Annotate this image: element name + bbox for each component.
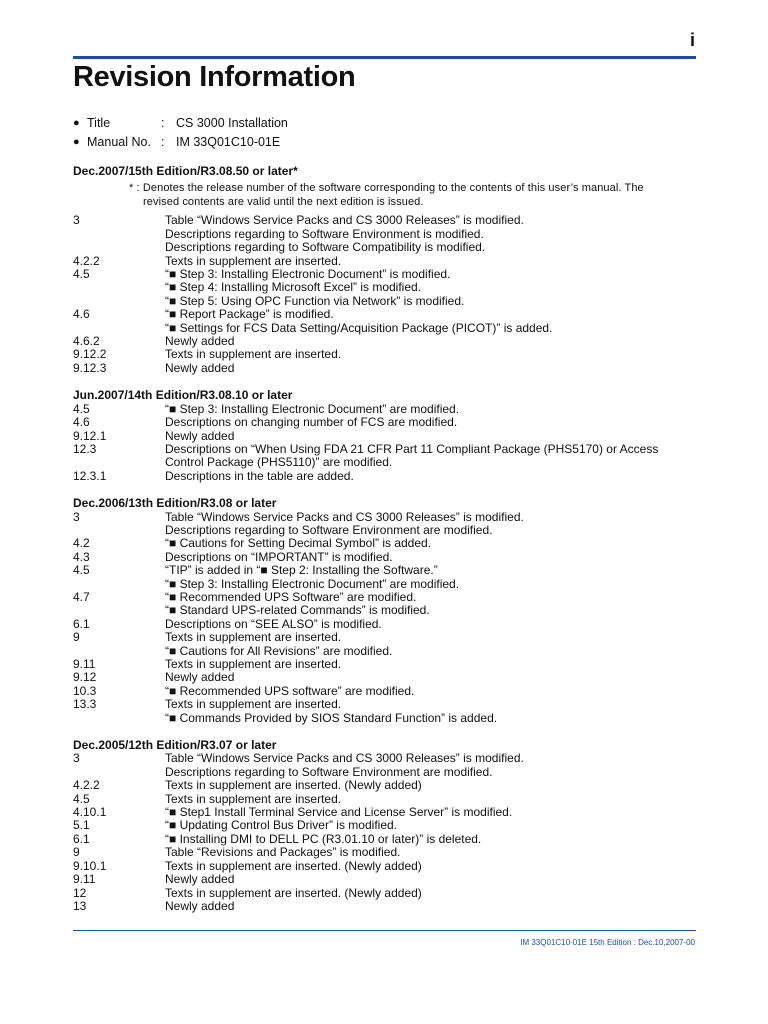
revision-description: “TIP” is added in “■ Step 2: Installing the Software.” bbox=[165, 563, 438, 578]
revision-description: Table “Windows Service Packs and CS 3000 Releases” is modified. bbox=[165, 213, 524, 228]
section-number: 3 bbox=[73, 509, 80, 524]
revision-row bbox=[73, 362, 696, 375]
section-number: 4.6 bbox=[73, 307, 90, 322]
revision-description: “■ Step 4: Installing Microsoft Excel” is modified. bbox=[165, 280, 422, 295]
section-number: 9.12.1 bbox=[73, 428, 107, 443]
footnote-line: * : Denotes the release number of the software corresponding to the contents of this user’s manual. The bbox=[129, 182, 644, 195]
revision-row bbox=[73, 833, 696, 846]
section-number: 4.7 bbox=[73, 589, 90, 604]
revision-row bbox=[73, 819, 696, 832]
revision-row bbox=[73, 551, 696, 564]
section-number: 3 bbox=[73, 751, 80, 766]
section-number bbox=[73, 712, 165, 725]
revision-description: Descriptions regarding to Software Compatibility is modified. bbox=[165, 240, 486, 255]
section-number: 12.3.1 bbox=[73, 468, 107, 483]
revision-description: “■ Report Package” is modified. bbox=[165, 307, 334, 322]
revision-description: Texts in supplement are inserted. bbox=[165, 253, 342, 268]
revision-row bbox=[73, 228, 696, 241]
revision-description: Descriptions regarding to Software Environment are modified. bbox=[165, 764, 493, 779]
meta-value: IM 33Q01C10-01E bbox=[176, 135, 281, 150]
revision-description: Texts in supplement are inserted. bbox=[165, 697, 342, 712]
section-number: 9.12 bbox=[73, 670, 97, 685]
revision-row bbox=[73, 241, 696, 254]
revision-row bbox=[73, 348, 696, 361]
revision-row bbox=[73, 308, 696, 321]
revision-description: Newly added bbox=[165, 428, 235, 443]
section-number bbox=[73, 228, 165, 241]
section-number bbox=[73, 578, 165, 591]
section-number: 3 bbox=[73, 213, 80, 228]
section-number: 9.11 bbox=[73, 872, 96, 887]
revision-description: Texts in supplement are inserted. bbox=[165, 347, 342, 362]
revision-row bbox=[73, 685, 696, 698]
page-title: Revision Information bbox=[73, 61, 356, 93]
revision-description: “■ Updating Control Bus Driver” is modified. bbox=[165, 818, 397, 833]
revision-row bbox=[73, 470, 696, 483]
revision-row bbox=[73, 712, 696, 725]
revision-description: Newly added bbox=[165, 334, 235, 349]
section-number: 4.2.2 bbox=[73, 253, 100, 268]
section-number bbox=[73, 281, 165, 294]
revision-description: Descriptions regarding to Software Environment is modified. bbox=[165, 226, 484, 241]
section-number: 10.3 bbox=[73, 683, 97, 698]
footer-text: IM 33Q01C10-01E 15th Edition : Dec.10,2007-00 bbox=[520, 938, 695, 947]
section-number bbox=[73, 295, 165, 308]
revision-row bbox=[73, 752, 696, 765]
revision-row bbox=[73, 268, 696, 281]
meta-colon: : bbox=[161, 115, 165, 130]
revision-section bbox=[73, 389, 696, 483]
section-title: Dec.2007/15th Edition/R3.08.50 or later* bbox=[73, 164, 298, 178]
revision-row bbox=[73, 591, 696, 604]
revision-description: “■ Standard UPS-related Commands” is modified. bbox=[165, 603, 430, 618]
section-number: 4.3 bbox=[73, 549, 90, 564]
section-number: 4.2.2 bbox=[73, 778, 100, 793]
meta-label: Manual No. bbox=[87, 135, 151, 150]
revision-description: “■ Step1 Install Terminal Service and License Server” is modified. bbox=[165, 805, 513, 820]
revision-row bbox=[73, 698, 696, 711]
section-number: 9.12.3 bbox=[73, 360, 107, 375]
revision-row bbox=[73, 604, 696, 617]
revision-row bbox=[73, 887, 696, 900]
section-number: 6.1 bbox=[73, 831, 90, 846]
revision-description: Newly added bbox=[165, 872, 235, 887]
revision-row bbox=[73, 214, 696, 227]
revision-row bbox=[73, 645, 696, 658]
section-number: 4.5 bbox=[73, 401, 90, 416]
revision-row bbox=[73, 631, 696, 644]
revision-row bbox=[73, 671, 696, 684]
revision-description: Newly added bbox=[165, 670, 235, 685]
section-number: 12.3 bbox=[73, 441, 97, 456]
revision-description: Table “Windows Service Packs and CS 3000 Releases” is modified. bbox=[165, 509, 524, 524]
revision-description: “■ Commands Provided by SIOS Standard Function” is added. bbox=[165, 710, 498, 725]
revision-row bbox=[73, 456, 696, 469]
section-number: 4.10.1 bbox=[73, 805, 107, 820]
revision-row bbox=[73, 806, 696, 819]
revision-row bbox=[73, 511, 696, 524]
revision-row bbox=[73, 537, 696, 550]
page-number: i bbox=[689, 30, 695, 50]
revision-description: Descriptions on changing number of FCS are modified. bbox=[165, 415, 458, 430]
revision-description: Texts in supplement are inserted. bbox=[165, 657, 342, 671]
revision-row bbox=[73, 430, 696, 443]
revision-description: Texts in supplement are inserted. (Newly added) bbox=[165, 858, 422, 873]
section-number bbox=[73, 456, 165, 469]
section-number: 12 bbox=[73, 885, 87, 900]
revision-description: “■ Settings for FCS Data Setting/Acquisition Package (PICOT)” is added. bbox=[165, 320, 553, 335]
revision-description: Control Package (PHS5110)” are modified. bbox=[165, 455, 393, 470]
section-number bbox=[73, 604, 165, 617]
revision-row bbox=[73, 335, 696, 348]
revision-list bbox=[73, 165, 696, 927]
revision-description: Table “Revisions and Packages” is modified. bbox=[165, 845, 401, 860]
revision-description: Descriptions on “When Using FDA 21 CFR Part 11 Compliant Package (PHS5170) or Access bbox=[165, 441, 659, 456]
section-number: 4.6 bbox=[73, 415, 90, 430]
revision-row bbox=[73, 618, 696, 631]
revision-description: “■ Installing DMI to DELL PC (R3.01.10 or later)” is deleted. bbox=[165, 831, 482, 846]
section-number: 9 bbox=[73, 845, 80, 860]
revision-row bbox=[73, 766, 696, 779]
revision-row bbox=[73, 524, 696, 537]
revision-section bbox=[73, 739, 696, 913]
manual-meta bbox=[73, 113, 288, 152]
section-number bbox=[73, 766, 165, 779]
section-number: 9 bbox=[73, 630, 80, 645]
meta-manual-no-row bbox=[73, 133, 288, 153]
footer-rule bbox=[73, 930, 696, 931]
revision-row bbox=[73, 578, 696, 591]
revision-row bbox=[73, 779, 696, 792]
revision-row bbox=[73, 793, 696, 806]
section-number bbox=[73, 645, 165, 658]
revision-description: Descriptions on “SEE ALSO” is modified. bbox=[165, 616, 382, 631]
revision-description: “■ Cautions for Setting Decimal Symbol” is added. bbox=[165, 536, 432, 551]
revision-description: Texts in supplement are inserted. bbox=[165, 630, 342, 645]
revision-row bbox=[73, 900, 696, 913]
revision-description: “■ Cautions for All Revisions” are modified. bbox=[165, 643, 393, 658]
bullet-icon: ● bbox=[73, 136, 80, 149]
revision-description: Descriptions on “IMPORTANT” is modified. bbox=[165, 549, 393, 564]
section-number: 4.5 bbox=[73, 791, 90, 806]
section-title: Jun.2007/14th Edition/R3.08.10 or later bbox=[73, 388, 293, 403]
revision-description: “■ Recommended UPS Software” are modified. bbox=[165, 589, 417, 604]
meta-colon: : bbox=[161, 135, 165, 150]
revision-description: Newly added bbox=[165, 898, 235, 913]
section-number bbox=[73, 524, 165, 537]
revision-row bbox=[73, 860, 696, 873]
revision-row bbox=[73, 564, 696, 577]
revision-description: Texts in supplement are inserted. bbox=[165, 791, 342, 806]
revision-description: Texts in supplement are inserted. (Newly added) bbox=[165, 778, 422, 793]
revision-row bbox=[73, 873, 696, 886]
section-number: 6.1 bbox=[73, 616, 90, 631]
section-number: 9.12.2 bbox=[73, 347, 107, 362]
section-number: 13 bbox=[73, 898, 87, 913]
section-number bbox=[73, 241, 165, 254]
section-number: 4.5 bbox=[73, 563, 90, 578]
section-number: 5.1 bbox=[73, 818, 90, 833]
revision-description: Descriptions in the table are added. bbox=[165, 468, 354, 483]
section-number: 9.11 bbox=[73, 657, 96, 671]
revision-row bbox=[73, 322, 696, 335]
revision-row bbox=[73, 403, 696, 416]
revision-row bbox=[73, 846, 696, 859]
revision-row bbox=[73, 281, 696, 294]
meta-value: CS 3000 Installation bbox=[176, 115, 288, 130]
section-number: 4.2 bbox=[73, 536, 90, 551]
section-number: 4.6.2 bbox=[73, 334, 100, 349]
revision-description: “■ Recommended UPS software” are modified. bbox=[165, 683, 415, 698]
section-number: 13.3 bbox=[73, 697, 97, 712]
revision-description: Descriptions regarding to Software Environment are modified. bbox=[165, 522, 493, 537]
section-title: Dec.2006/13th Edition/R3.08 or later bbox=[73, 496, 277, 511]
revision-description: “■ Step 3: Installing Electronic Document” are modified. bbox=[165, 401, 460, 416]
section-number: 4.5 bbox=[73, 267, 90, 282]
meta-label: Title bbox=[87, 115, 111, 130]
revision-description: “■ Step 3: Installing Electronic Document” is modified. bbox=[165, 267, 451, 282]
revision-section bbox=[73, 165, 696, 375]
section-number: 9.10.1 bbox=[73, 858, 107, 873]
revision-description: Newly added bbox=[165, 360, 235, 375]
footnote bbox=[129, 182, 696, 209]
revision-description: Table “Windows Service Packs and CS 3000 Releases” is modified. bbox=[165, 751, 524, 766]
header-rule bbox=[73, 56, 696, 59]
revision-description: “■ Step 3: Installing Electronic Document” are modified. bbox=[165, 576, 460, 591]
meta-title-row bbox=[73, 113, 288, 133]
footnote-line: revised contents are valid until the next edition is issued. bbox=[143, 195, 424, 208]
section-title: Dec.2005/12th Edition/R3.07 or later bbox=[73, 738, 277, 753]
revision-row bbox=[73, 658, 696, 671]
bullet-icon: ● bbox=[73, 116, 80, 129]
revision-section bbox=[73, 497, 696, 725]
revision-row bbox=[73, 255, 696, 268]
revision-row bbox=[73, 416, 696, 429]
section-number bbox=[73, 322, 165, 335]
revision-row bbox=[73, 295, 696, 308]
revision-description: Texts in supplement are inserted. (Newly added) bbox=[165, 885, 422, 900]
revision-description: “■ Step 5: Using OPC Function via Network” is modified. bbox=[165, 293, 465, 308]
revision-row bbox=[73, 443, 696, 456]
